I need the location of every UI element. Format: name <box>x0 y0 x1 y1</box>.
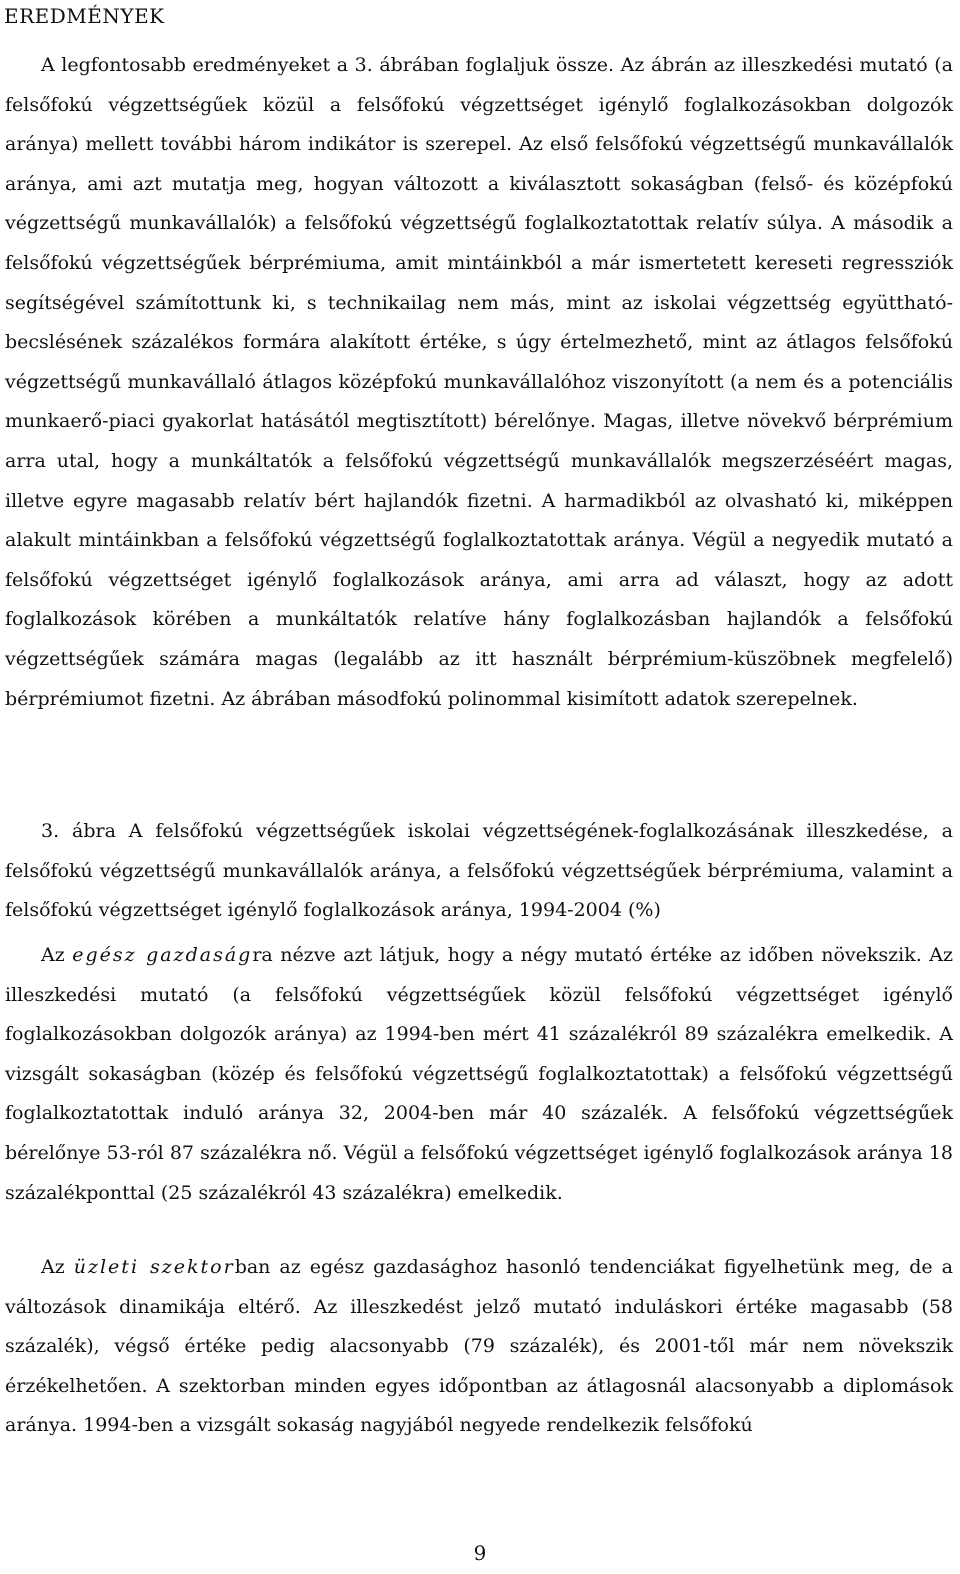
paragraph-text: ra nézve azt látjuk, hogy a négy mutató értéke az időben növekszik. Az illeszkedési mutató (a felsőfokú végzettségűek közül felsőfokú végzettséget igénylő foglalkozásokban dolgozók aránya) az 1994-ben mért 41 százalékról 89 százalékra emelkedik. A vizsgált sokaságban (közép és felsőfokú végzettségű foglalkoztatottak) a felsőfokú végzettségű foglalkoztatottak induló aránya 32, 2004-ben már 40 százalék. A felsőfokú végzettségűek bérelőnye 53-ról 87 százalékra nő. Végül a felsőfokú végzettséget igénylő foglalkozások aránya 18 százalékponttal (25 százalékról 43 százalékra) emelkedik. <box>5 944 953 1204</box>
section-heading: EREDMÉNYEK <box>4 4 165 28</box>
body-paragraph-whole-economy <box>5 936 953 1213</box>
paragraph-text: ban az egész gazdasághoz hasonló tendenciákat figyelhetünk meg, de a változások dinamikája eltérő. Az illeszkedést jelző mutató induláskori értéke magasabb (58 százalék), végső értéke pedig alacsonyabb (79 százalék), és 2001-től már nem növekszik érzékelhetően. A szektorban minden egyes időpontban az átlagosnál alacsonyabb a diplomások aránya. 1994-ben a vizsgált sokaság nagyjából negyede rendelkezik felsőfokú <box>5 1256 953 1437</box>
paragraph-prefix: Az <box>41 944 73 966</box>
figure-caption: 3. ábra A felsőfokú végzettségűek iskolai végzettségének-foglalkozásának illeszkedése, a felsőfokú végzettségű munkavállalók aránya, a felsőfokú végzettségűek bérprémiuma, valamint a felsőfokú végzettséget igénylő foglalkozások aránya, 1994-2004 (%) <box>5 820 953 922</box>
emphasized-term-whole-economy: egész gazdaság <box>72 944 253 966</box>
paragraph-prefix: Az <box>41 1256 74 1278</box>
body-paragraph-business-sector <box>5 1248 953 1446</box>
emphasized-term-business-sector: üzleti szektor <box>73 1256 235 1278</box>
body-paragraph-results-intro: A legfontosabb eredményeket a 3. ábrában foglaljuk össze. Az ábrán az illeszkedési mutató (a felsőfokú végzettségűek közül a felsőfokú végzettséget igénylő foglalkozásokban dolgozók aránya) mellett további három indikátor is szerepel. Az első felsőfokú végzettségű munkavállalók aránya, ami azt mutatja meg, hogyan változott a kiválasztott sokaságban (felső- és középfokú végzettségű munkavállalók) a felsőfokú végzettségű foglalkoztatottak relatív súlya. A második a felsőfokú végzettségűek bérprémiuma, amit mintáinkból a már ismertetett kereseti regressziók segítségével számítottunk ki, s technikailag nem más, mint az iskolai végzettség együttható-becslésének százalékos formára alakított értéke, s úgy értelmezhető, mint az átlagos felsőfokú végzettségű munkavállaló átlagos középfokú munkavállalóhoz viszonyított (a nem és a potenciális munkaerő-piaci gyakorlat hatásától megtisztított) bérelőnye. Magas, illetve növekvő bérprémium arra utal, hogy a munkáltatók a felsőfokú végzettségű munkavállalók megszerzéséért magas, illetve egyre magasabb relatív bért hajlandók fizetni. A harmadikból az olvasható ki, miképpen alakult mintáinkban a felsőfokú végzettségű foglalkoztatottak aránya. Végül a negyedik mutató a felsőfokú végzettséget igénylő foglalkozások aránya, ami arra ad választ, hogy az adott foglalkozások körében a munkáltatók relatíve hány foglalkozásban hajlandók a felsőfokú végzettségűek számára magas (legalább az itt használt bérprémium-küszöbnek megfelelő) bérprémiumot fizetni. Az ábrában másodfokú polinommal kisimított adatok szerepelnek. <box>5 54 953 710</box>
page-number: 9 <box>473 1541 487 1565</box>
